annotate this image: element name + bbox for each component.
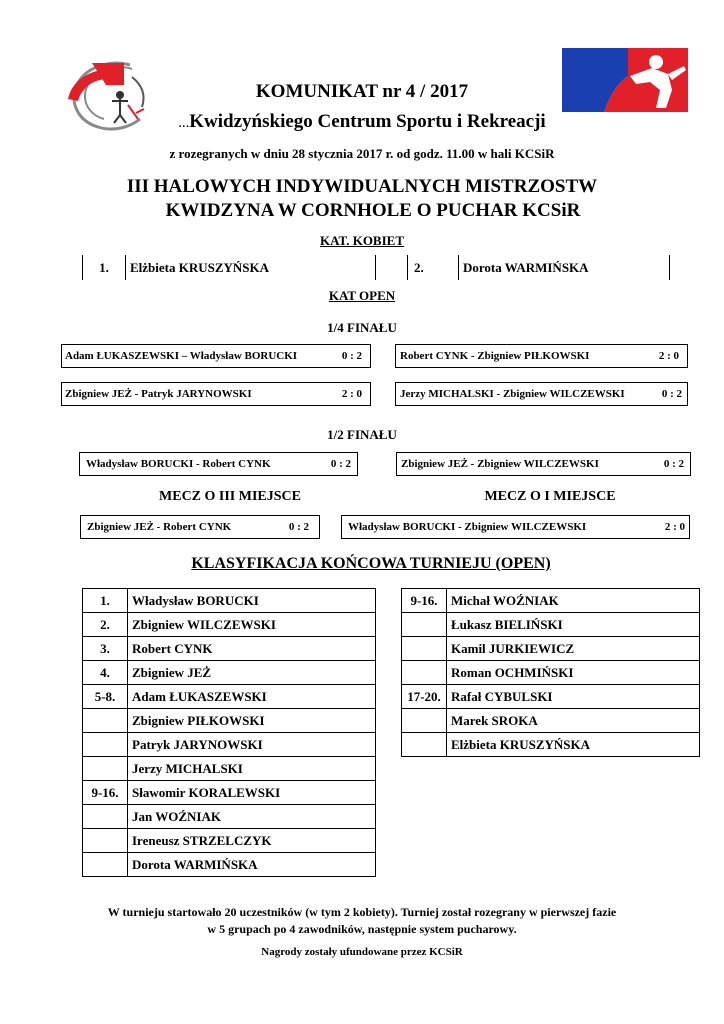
- classification-player-name: Kamil JURKIEWICZ: [447, 637, 700, 661]
- classification-position: 1.: [83, 589, 128, 613]
- classification-row: [83, 613, 376, 637]
- classification-position: [402, 661, 447, 685]
- footer-line-1: W turnieju startowało 20 uczestników (w tym 2 kobiety). Turniej został rozegrany w pierwszej fazie: [107, 905, 617, 919]
- footer-line-2: w 5 grupach po 4 zawodników, następnie system pucharowy.: [207, 922, 517, 936]
- third-place-match: [80, 515, 320, 539]
- third-place-heading: MECZ O III MIEJSCE: [159, 489, 301, 504]
- classification-player-name: Zbigniew WILCZEWSKI: [128, 613, 376, 637]
- match-score: 0 : 2: [288, 521, 309, 533]
- classification-heading: KLASYFIKACJA KOŃCOWA TURNIEJU (OPEN): [191, 555, 551, 572]
- open-category-heading: KAT OPEN: [328, 288, 396, 303]
- classification-row: [83, 853, 376, 877]
- classification-position: [83, 829, 128, 853]
- semifinal-heading: 1/2 FINAŁU: [327, 427, 397, 442]
- match-score: 2 : 0: [664, 521, 685, 533]
- women-category-heading: KAT. KOBIET: [319, 233, 405, 248]
- classification-row: [83, 733, 376, 757]
- event-date-line: z rozegranych w dniu 28 stycznia 2017 r. od godz. 11.00 w hali KCSiR: [169, 146, 555, 161]
- match-players: Zbigniew JEŻ - Zbigniew WILCZEWSKI: [401, 458, 599, 470]
- classification-row: [402, 685, 700, 709]
- classification-player-name: Marek SROKA: [447, 709, 700, 733]
- classification-row: [402, 733, 700, 757]
- classification-position: 3.: [83, 637, 128, 661]
- classification-row: [83, 781, 376, 805]
- classification-position: 17-20.: [402, 685, 447, 709]
- classification-position: [402, 637, 447, 661]
- classification-player-name: Ireneusz STRZELCZYK: [128, 829, 376, 853]
- classification-table-right: [401, 588, 700, 757]
- organizer-name: [0, 111, 724, 133]
- classification-row: [402, 709, 700, 733]
- page-title: KOMUNIKAT nr 4 / 2017: [255, 81, 469, 102]
- classification-row: [83, 709, 376, 733]
- footer-sponsor: Nagrody zostały ufundowane przez KCSiR: [261, 946, 463, 958]
- match-players: Władysław BORUCKI - Zbigniew WILCZEWSKI: [348, 521, 587, 533]
- match-score: 2 : 0: [341, 388, 362, 400]
- classification-row: [83, 637, 376, 661]
- classification-player-name: Adam ŁUKASZEWSKI: [128, 685, 376, 709]
- classification-player-name: Patryk JARYNOWSKI: [128, 733, 376, 757]
- classification-player-name: Robert CYNK: [128, 637, 376, 661]
- footer-note: [0, 904, 724, 938]
- classification-player-name: Jan WOŹNIAK: [128, 805, 376, 829]
- event-title-line1: III HALOWYCH INDYWIDUALNYCH MISTRZOSTW: [126, 176, 598, 197]
- classification-position: [83, 709, 128, 733]
- classification-row: [83, 829, 376, 853]
- women-second-name: Dorota WARMIŃSKA: [458, 255, 589, 280]
- match-players: Jerzy MICHALSKI - Zbigniew WILCZEWSKI: [400, 388, 625, 400]
- classification-player-name: Roman OCHMIŃSKI: [447, 661, 700, 685]
- classification-position: [83, 805, 128, 829]
- match-score: 0 : 2: [661, 388, 682, 400]
- classification-player-name: Łukasz BIELIŃSKI: [447, 613, 700, 637]
- organizer-text: Kwidzyńskiego Centrum Sportu i Rekreacji: [189, 111, 546, 132]
- classification-position: [402, 709, 447, 733]
- quarterfinal-heading: 1/4 FINAŁU: [327, 320, 397, 335]
- classification-row: [402, 661, 700, 685]
- classification-row: [83, 805, 376, 829]
- classification-position: [402, 733, 447, 757]
- quarterfinal-match-3: [61, 382, 371, 406]
- final-match: [341, 515, 690, 539]
- classification-row: [83, 685, 376, 709]
- cornhole-logo: [560, 46, 690, 114]
- classification-position: 4.: [83, 661, 128, 685]
- classification-position: [83, 757, 128, 781]
- event-title-line2: KWIDZYNA W CORNHOLE O PUCHAR KCSiR: [165, 200, 581, 221]
- event-title: [0, 175, 724, 223]
- women-first-name: Elżbieta KRUSZYŃSKA: [125, 255, 269, 280]
- classification-player-name: Rafał CYBULSKI: [447, 685, 700, 709]
- women-first-place: [82, 255, 376, 280]
- match-score: 2 : 0: [658, 350, 679, 362]
- match-players: Zbigniew JEŻ - Patryk JARYNOWSKI: [65, 388, 252, 400]
- classification-position: 2.: [83, 613, 128, 637]
- classification-player-name: Władysław BORUCKI: [128, 589, 376, 613]
- match-players: Zbigniew JEŻ - Robert CYNK: [87, 521, 232, 533]
- classification-row: [83, 661, 376, 685]
- match-players: Adam ŁUKASZEWSKI – Władysław BORUCKI: [65, 350, 298, 362]
- quarterfinal-match-4: [395, 382, 688, 406]
- women-second-pos: 2.: [414, 259, 424, 275]
- classification-row: [83, 589, 376, 613]
- classification-player-name: Elżbieta KRUSZYŃSKA: [447, 733, 700, 757]
- classification-player-name: Jerzy MICHALSKI: [128, 757, 376, 781]
- match-score: 0 : 2: [663, 458, 684, 470]
- classification-player-name: Dorota WARMIŃSKA: [128, 853, 376, 877]
- classification-player-name: Sławomir KORALEWSKI: [128, 781, 376, 805]
- classification-row: [402, 637, 700, 661]
- classification-position: [83, 733, 128, 757]
- classification-player-name: Zbigniew PIŁKOWSKI: [128, 709, 376, 733]
- match-players: Robert CYNK - Zbigniew PIŁKOWSKI: [400, 350, 590, 362]
- classification-position: [402, 613, 447, 637]
- classification-position: 5-8.: [83, 685, 128, 709]
- classification-player-name: Michał WOŹNIAK: [447, 589, 700, 613]
- classification-position: [83, 853, 128, 877]
- match-score: 0 : 2: [330, 458, 351, 470]
- classification-position: 9-16.: [83, 781, 128, 805]
- quarterfinal-match-1: [61, 344, 371, 368]
- semifinal-match-2: [396, 452, 691, 476]
- classification-row: [402, 613, 700, 637]
- classification-player-name: Zbigniew JEŻ: [128, 661, 376, 685]
- organizer-dots: …: [178, 118, 190, 130]
- women-first-pos: 1.: [99, 259, 109, 275]
- women-second-place: [407, 255, 670, 280]
- classification-position: 9-16.: [402, 589, 447, 613]
- quarterfinal-match-2: [395, 344, 688, 368]
- match-players: Władysław BORUCKI - Robert CYNK: [86, 458, 271, 470]
- final-heading: MECZ O I MIEJSCE: [484, 489, 616, 504]
- classification-table-left: [82, 588, 376, 877]
- classification-row: [83, 757, 376, 781]
- match-score: 0 : 2: [341, 350, 362, 362]
- classification-row: [402, 589, 700, 613]
- semifinal-match-1: [79, 452, 358, 476]
